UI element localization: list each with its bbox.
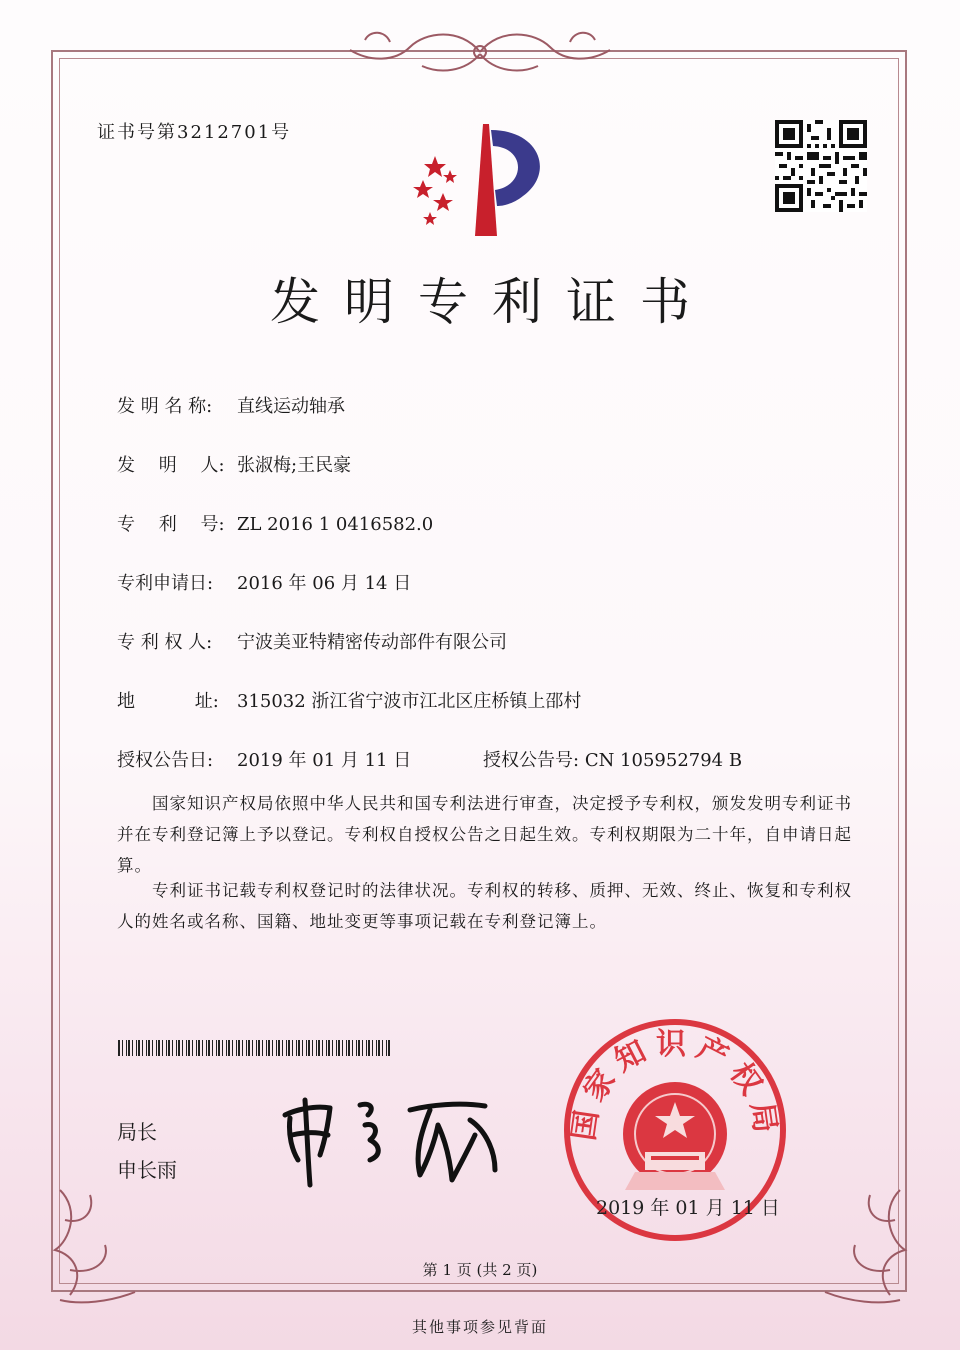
director-name: 申长雨 [117, 1158, 177, 1182]
patentee-row [117, 628, 507, 654]
application-date-value: 2016 年 06 月 14 日 [237, 573, 412, 594]
inventors-row [117, 451, 351, 477]
certificate-title: 发明专利证书 [270, 273, 714, 331]
bottom-right-ornament [810, 1180, 920, 1310]
address-value: 315032 浙江省宁波市江北区庄桥镇上邵村 [237, 691, 582, 712]
address-row [117, 687, 581, 713]
page-indicator: 第 1 页 (共 2 页) [422, 1261, 538, 1279]
patentee-label: 专 利 权 人: [117, 632, 213, 653]
application-date-row [117, 569, 411, 595]
grant-number-value: CN 105952794 B [584, 750, 743, 771]
patentee-value: 宁波美亚特精密传动部件有限公司 [237, 632, 507, 653]
patent-number-row [117, 510, 433, 536]
certificate-number: 证书号第3212701号 [97, 122, 292, 143]
application-date-label: 专利申请日: [117, 573, 214, 594]
grant-date-value: 2019 年 01 月 11 日 [237, 750, 412, 771]
barcode [118, 1040, 390, 1056]
cnipa-logo-icon [405, 118, 555, 238]
footer-note: 其他事项参见背面 [411, 1318, 548, 1336]
invention-name-value: 直线运动轴承 [237, 396, 345, 417]
patent-number-label: 专 利 号: [117, 514, 225, 535]
grant-number-row [483, 746, 742, 772]
grant-date-row [117, 746, 411, 772]
invention-name-label: 发 明 名 称: [117, 396, 213, 417]
grant-date-label: 授权公告日: [117, 750, 214, 771]
statement-paragraph-1: 国家知识产权局依照中华人民共和国专利法进行审查，决定授予专利权，颁发发明专利证书并在专利登记簿上予以登记。专利权自授权公告之日起生效。专利权期限为二十年，自申请日起算。 [117, 794, 852, 875]
top-ornament [330, 22, 630, 82]
inventors-label: 发 明 人: [117, 455, 225, 476]
address-label: 地 址: [117, 691, 219, 712]
seal-date: 2019 年 01 月 11 日 [596, 1197, 780, 1219]
inventors-value: 张淑梅;王民豪 [237, 455, 352, 476]
invention-name-row [117, 392, 345, 418]
director-title: 局长 [117, 1120, 157, 1144]
director-signature [270, 1080, 510, 1190]
seal-text: 国家知识产权局 [566, 1027, 784, 1143]
grant-number-label: 授权公告号: [483, 750, 580, 771]
qr-code [775, 120, 867, 212]
patent-number-value: ZL 2016 1 0416582.0 [237, 514, 434, 535]
statement-paragraph-2: 专利证书记载专利权登记时的法律状况。专利权的转移、质押、无效、终止、恢复和专利权人的姓名或名称、国籍、地址变更等事项记载在专利登记簿上。 [117, 881, 852, 931]
bottom-left-ornament [40, 1180, 150, 1310]
